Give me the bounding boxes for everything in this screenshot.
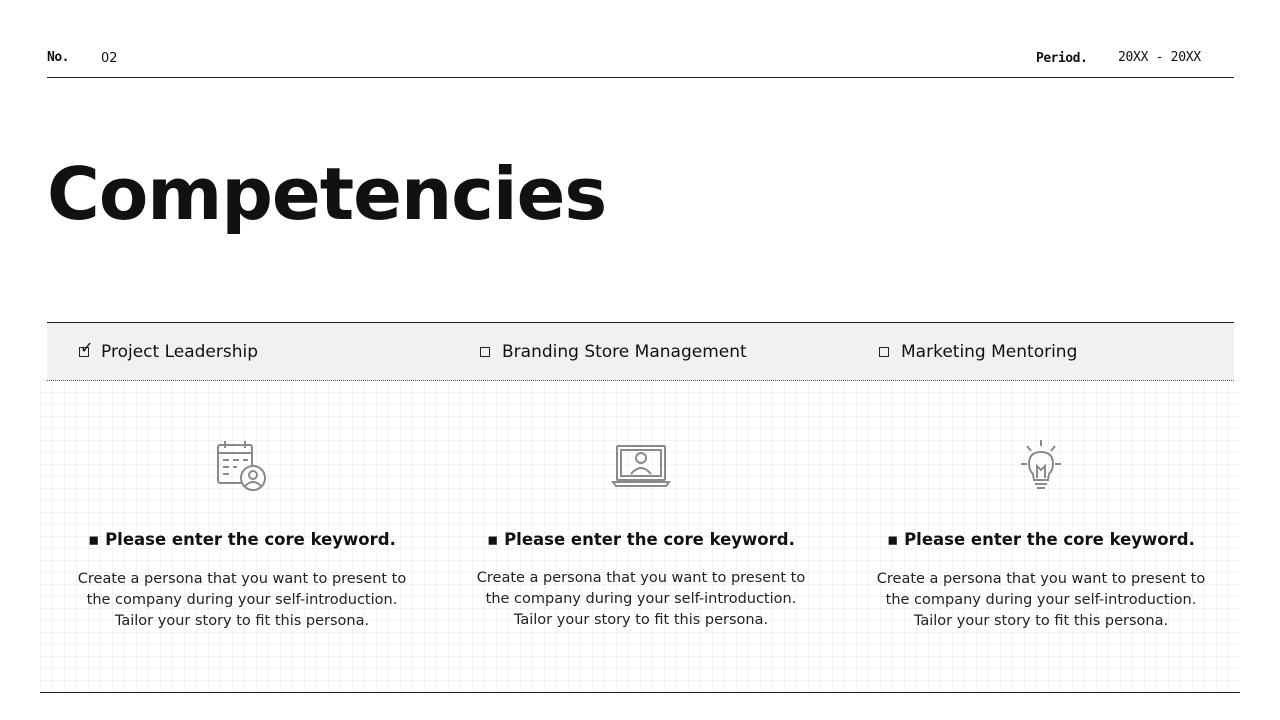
competency-column-1 bbox=[42, 440, 442, 632]
tab-label: Marketing Mentoring bbox=[901, 342, 1078, 362]
page-title: Competencies bbox=[47, 152, 607, 236]
footer-rule bbox=[40, 692, 1240, 693]
header-no-label: No. bbox=[47, 50, 69, 65]
header-period-value: 20XX - 20XX bbox=[1118, 50, 1201, 65]
tab-project-leadership[interactable] bbox=[79, 338, 259, 362]
competency-column-3 bbox=[841, 440, 1241, 632]
tab-label: Branding Store Management bbox=[502, 342, 747, 362]
check-icon: ✓ bbox=[80, 338, 94, 357]
tab-bar bbox=[47, 322, 1234, 381]
lightbulb-icon bbox=[1011, 440, 1071, 494]
core-keyword: ▪ Please enter the core keyword. bbox=[88, 530, 396, 549]
checkbox-unchecked[interactable] bbox=[879, 347, 889, 357]
description: Create a persona that you want to present to the company during your self-introduction. Tailor your story to fit this persona. bbox=[476, 570, 806, 628]
laptop-user-icon bbox=[611, 440, 671, 494]
header-no-value: 02 bbox=[101, 51, 118, 66]
checkbox-unchecked[interactable] bbox=[480, 347, 490, 357]
checkbox-checked[interactable] bbox=[79, 338, 94, 357]
description: Create a persona that you want to present to the company during your self-introduction. Tailor your story to fit this persona. bbox=[876, 571, 1206, 629]
header-period-label: Period. bbox=[1036, 51, 1088, 66]
calendar-user-icon bbox=[212, 440, 272, 494]
core-keyword: ▪ Please enter the core keyword. bbox=[487, 530, 795, 549]
tab-marketing-mentoring[interactable] bbox=[879, 342, 1077, 362]
core-keyword: ▪ Please enter the core keyword. bbox=[887, 530, 1195, 549]
competency-column-2 bbox=[441, 440, 841, 631]
description: Create a persona that you want to present to the company during your self-introduction. Tailor your story to fit this persona. bbox=[77, 571, 407, 629]
header-rule bbox=[47, 77, 1234, 78]
tab-branding-store-management[interactable] bbox=[480, 342, 747, 362]
tab-label: Project Leadership bbox=[101, 342, 259, 362]
